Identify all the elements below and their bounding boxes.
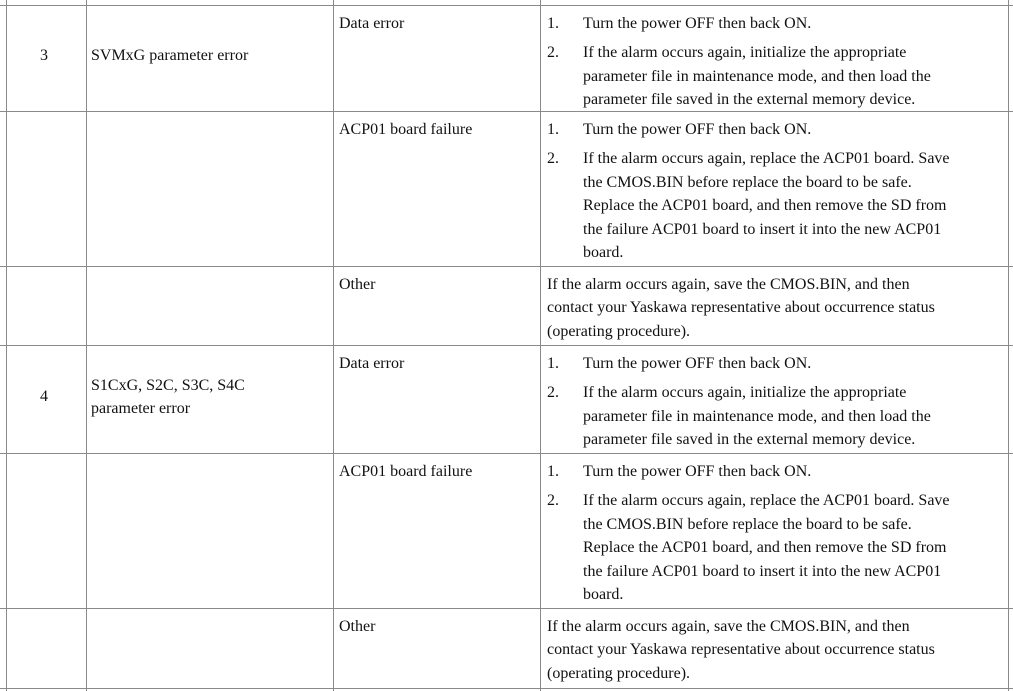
remedy-text-line: contact your Yaskawa representative about occurrence status bbox=[547, 641, 935, 659]
remedy-step-line: board. bbox=[583, 586, 624, 603]
alarm-number: 4 bbox=[40, 388, 48, 406]
table-row-rule bbox=[0, 5, 1013, 6]
remedy-step-number: 2. bbox=[547, 44, 559, 62]
alarm-number: 3 bbox=[40, 47, 48, 65]
remedy-step-line: parameter file saved in the external memory device. bbox=[583, 91, 916, 109]
remedy-step-number: 2. bbox=[547, 150, 559, 168]
remedy-text-line: If the alarm occurs again, save the CMOS.BIN, and then bbox=[547, 276, 910, 293]
alarm-name-line: SVMxG parameter error bbox=[91, 47, 249, 65]
remedy-step-line: parameter file in maintenance mode, and then load the bbox=[583, 407, 931, 425]
alarm-cause: Other bbox=[339, 618, 376, 635]
table-row-rule bbox=[0, 345, 1013, 346]
remedy-text-line: (operating procedure). bbox=[547, 664, 691, 682]
remedy-step-line: If the alarm occurs again, replace the ACP01 board. Save bbox=[583, 492, 950, 510]
remedy-step-line: If the alarm occurs again, initialize the appropriate bbox=[583, 44, 907, 62]
remedy-step-line: the CMOS.BIN before replace the board to be safe. bbox=[583, 173, 912, 191]
remedy-step-number: 1. bbox=[547, 463, 559, 480]
table-row-rule bbox=[0, 453, 1013, 454]
remedy-step-number: 1. bbox=[547, 355, 559, 372]
remedy-text-line: (operating procedure). bbox=[547, 322, 691, 340]
remedy-step-line: Replace the ACP01 board, and then remove the SD from bbox=[583, 197, 947, 215]
alarm-cause: Data error bbox=[339, 15, 405, 32]
remedy-text-line: If the alarm occurs again, save the CMOS.BIN, and then bbox=[547, 618, 910, 635]
remedy-step-line: the failure ACP01 board to insert it into the new ACP01 bbox=[583, 220, 942, 238]
alarm-name-line: S1CxG, S2C, S3C, S4C bbox=[91, 376, 245, 394]
remedy-step-number: 1. bbox=[547, 121, 559, 138]
remedy-step-line: the failure ACP01 board to insert it into the new ACP01 bbox=[583, 562, 942, 580]
alarm-cause: ACP01 board failure bbox=[339, 121, 473, 138]
remedy-step-line: If the alarm occurs again, initialize the appropriate bbox=[583, 384, 907, 402]
alarm-cause: ACP01 board failure bbox=[339, 463, 473, 480]
remedy-step-line: Replace the ACP01 board, and then remove the SD from bbox=[583, 539, 947, 557]
remedy-step-line: board. bbox=[583, 244, 624, 261]
remedy-step-number: 2. bbox=[547, 384, 559, 402]
table-row-rule bbox=[0, 688, 1013, 689]
remedy-step-number: 2. bbox=[547, 492, 559, 510]
remedy-step-line: Turn the power OFF then back ON. bbox=[583, 355, 812, 372]
alarm-name-line: parameter error bbox=[91, 400, 191, 417]
remedy-step-line: If the alarm occurs again, replace the ACP01 board. Save bbox=[583, 150, 950, 168]
remedy-step-line: Turn the power OFF then back ON. bbox=[583, 463, 812, 480]
remedy-text-line: contact your Yaskawa representative about occurrence status bbox=[547, 299, 935, 317]
remedy-step-line: parameter file saved in the external memory device. bbox=[583, 431, 916, 449]
remedy-step-line: Turn the power OFF then back ON. bbox=[583, 121, 812, 138]
remedy-step-line: parameter file in maintenance mode, and then load the bbox=[583, 67, 931, 85]
remedy-step-number: 1. bbox=[547, 15, 559, 32]
remedy-step-line: Turn the power OFF then back ON. bbox=[583, 15, 812, 32]
alarm-cause: Other bbox=[339, 276, 376, 293]
alarm-cause: Data error bbox=[339, 355, 405, 372]
table-row-rule bbox=[0, 266, 1013, 267]
remedy-step-line: the CMOS.BIN before replace the board to be safe. bbox=[583, 515, 912, 533]
table-row-rule bbox=[0, 608, 1013, 609]
